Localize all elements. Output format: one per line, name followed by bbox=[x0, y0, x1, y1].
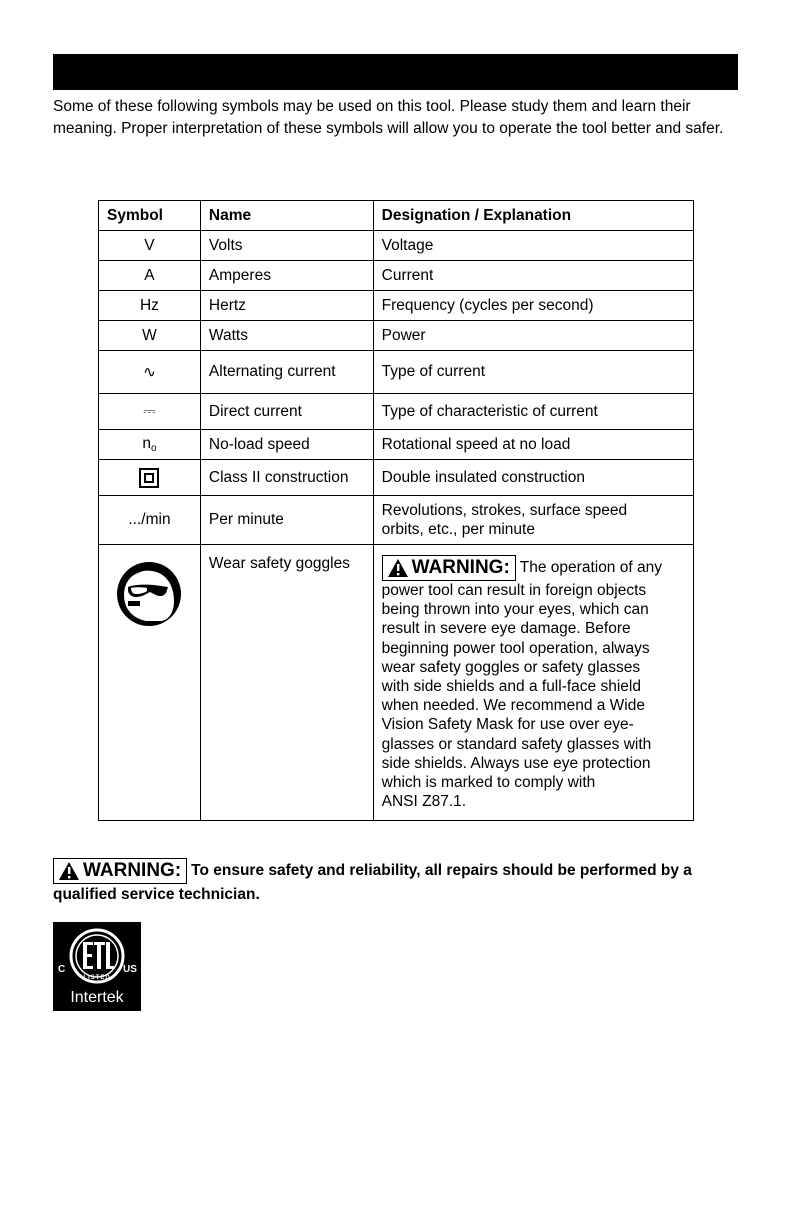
header-explanation: Designation / Explanation bbox=[373, 201, 693, 231]
name-cell: Per minute bbox=[200, 496, 373, 545]
name-cell: Alternating current bbox=[200, 351, 373, 394]
etl-listed-text: LISTED bbox=[83, 975, 111, 981]
explanation-line: ANSI Z87.1. bbox=[381, 793, 467, 811]
explanation-line: orbits, etc., per minute bbox=[381, 521, 535, 538]
no-load-symbol: n bbox=[142, 435, 151, 452]
symbol-cell bbox=[99, 545, 201, 821]
explanation-cell: Current bbox=[373, 261, 693, 291]
table-row bbox=[99, 231, 694, 261]
explanation-cell: Rotational speed at no load bbox=[373, 430, 693, 460]
table-header-row bbox=[99, 201, 694, 231]
goggles-warning-text bbox=[382, 555, 685, 811]
etl-right-mark: US bbox=[123, 964, 137, 975]
symbol-cell: Hz bbox=[99, 291, 201, 321]
explanation-line: side shields. Always use eye protection bbox=[381, 754, 651, 772]
symbols-table bbox=[98, 200, 694, 821]
class-ii-icon bbox=[139, 468, 159, 488]
warning-label: WARNING: bbox=[83, 860, 182, 881]
table-row bbox=[99, 430, 694, 460]
explanation-line: which is marked to comply with bbox=[381, 774, 596, 792]
explanation-line: with side shields and a full-face shield bbox=[381, 678, 641, 696]
symbol-cell: W bbox=[99, 321, 201, 351]
name-cell: Volts bbox=[200, 231, 373, 261]
table-row bbox=[99, 460, 694, 496]
section-header-bar bbox=[53, 54, 738, 90]
explanation-line: when needed. We recommend a Wide bbox=[381, 697, 645, 715]
name-cell: Hertz bbox=[200, 291, 373, 321]
name-cell: Wear safety goggles bbox=[200, 545, 373, 821]
name-cell: Class II construction bbox=[200, 460, 373, 496]
warning-badge bbox=[382, 555, 516, 581]
explanation-line: result in severe eye damage. Before bbox=[381, 620, 631, 638]
repair-warning bbox=[53, 858, 743, 906]
alternating-current-icon: ∿ bbox=[99, 351, 201, 394]
repair-warning-text: To ensure safety and reliability, all repairs should be performed by a qualified service technician. bbox=[53, 862, 692, 903]
header-name: Name bbox=[200, 201, 373, 231]
warning-badge bbox=[53, 858, 187, 884]
table-row bbox=[99, 351, 694, 394]
symbol-cell bbox=[99, 430, 201, 460]
symbol-cell bbox=[99, 460, 201, 496]
name-cell: Amperes bbox=[200, 261, 373, 291]
etl-brand-text: Intertek bbox=[70, 989, 124, 1006]
explanation-line: beginning power tool operation, always bbox=[381, 639, 650, 657]
explanation-cell: Frequency (cycles per second) bbox=[373, 291, 693, 321]
name-cell: Watts bbox=[200, 321, 373, 351]
symbol-cell: .../min bbox=[99, 496, 201, 545]
explanation-line: wear safety goggles or safety glasses bbox=[381, 658, 641, 676]
table-row bbox=[99, 496, 694, 545]
table-row bbox=[99, 545, 694, 821]
explanation-cell bbox=[373, 545, 693, 821]
explanation-line: glasses or standard safety glasses with bbox=[381, 735, 652, 753]
header-symbol: Symbol bbox=[99, 201, 201, 231]
warning-label: WARNING: bbox=[411, 557, 510, 578]
explanation-line: power tool can result in foreign objects bbox=[381, 582, 647, 599]
intro-paragraph: Some of these following symbols may be used on this tool. Please study them and learn their meaning. Proper interpretation of these symbols will allow you to operate the tool better and safer. bbox=[53, 98, 724, 137]
etl-left-mark: C bbox=[58, 964, 66, 975]
explanation-cell: Power bbox=[373, 321, 693, 351]
table-row bbox=[99, 321, 694, 351]
explanation-cell: Type of characteristic of current bbox=[373, 394, 693, 430]
explanation-cell: Double insulated construction bbox=[373, 460, 693, 496]
table-row bbox=[99, 394, 694, 430]
explanation-line: Revolutions, strokes, surface speed bbox=[381, 502, 628, 519]
explanation-cell bbox=[373, 496, 693, 545]
table-row bbox=[99, 291, 694, 321]
name-cell: No-load speed bbox=[200, 430, 373, 460]
warning-triangle-icon bbox=[58, 861, 80, 881]
explanation-cell: Type of current bbox=[373, 351, 693, 394]
direct-current-icon: ⎓ bbox=[99, 394, 201, 430]
symbol-cell: A bbox=[99, 261, 201, 291]
etl-listed-logo bbox=[53, 922, 141, 1011]
explanation-cell: Voltage bbox=[373, 231, 693, 261]
safety-goggles-icon bbox=[116, 561, 182, 627]
explanation-line: being thrown into your eyes, which can bbox=[381, 601, 649, 619]
explanation-line: Vision Safety Mask for use over eye- bbox=[381, 716, 634, 734]
name-cell: Direct current bbox=[200, 394, 373, 430]
warning-triangle-icon bbox=[387, 558, 409, 578]
explanation-line: The operation of any bbox=[519, 559, 662, 577]
table-row bbox=[99, 261, 694, 291]
symbol-cell: V bbox=[99, 231, 201, 261]
no-load-subscript: o bbox=[150, 443, 157, 454]
